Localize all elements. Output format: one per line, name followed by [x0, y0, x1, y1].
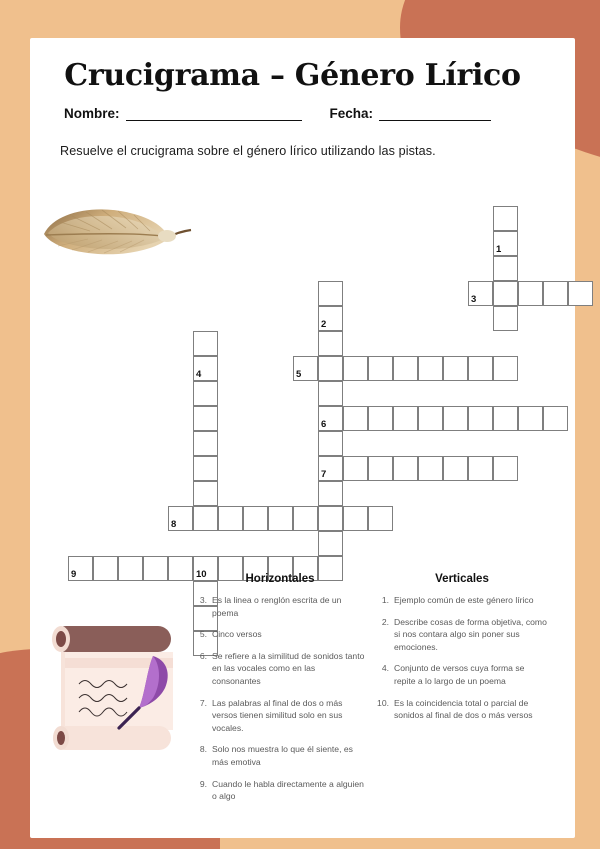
crossword-cell[interactable]	[318, 281, 343, 306]
crossword-cell[interactable]	[443, 456, 468, 481]
crossword-cell[interactable]	[543, 406, 568, 431]
crossword-cell[interactable]	[443, 356, 468, 381]
crossword-cell[interactable]	[318, 331, 343, 356]
crossword-cell[interactable]	[193, 406, 218, 431]
crossword-cell[interactable]	[418, 406, 443, 431]
crossword-cell[interactable]	[318, 356, 343, 381]
clue-text: Cinco versos	[212, 629, 262, 640]
clue-item	[377, 697, 547, 722]
crossword-cell[interactable]	[493, 256, 518, 281]
clue-item	[195, 650, 365, 688]
crossword-cell-number: 2	[321, 319, 327, 330]
clue-item	[195, 778, 365, 803]
crossword-cell[interactable]	[468, 356, 493, 381]
clue-number: 5.	[199, 629, 207, 640]
crossword-cell[interactable]	[493, 231, 518, 256]
crossword-cell-number: 3	[471, 294, 477, 305]
instructions-text: Resuelve el crucigrama sobre el género lírico utilizando las pistas.	[60, 144, 436, 158]
crossword-cell-number: 1	[496, 244, 502, 255]
crossword-cell[interactable]	[493, 356, 518, 381]
clue-item	[195, 594, 365, 619]
crossword-cell[interactable]	[343, 406, 368, 431]
crossword-cell[interactable]	[193, 506, 218, 531]
crossword-cell[interactable]	[343, 356, 368, 381]
clue-number: 7.	[199, 697, 207, 708]
crossword-cell-number: 10	[196, 569, 207, 580]
crossword-cell[interactable]	[318, 431, 343, 456]
crossword-cell[interactable]	[518, 406, 543, 431]
clue-number: 10.	[377, 697, 389, 708]
worksheet-sheet	[30, 38, 575, 838]
date-label: Fecha:	[329, 106, 374, 121]
clue-number: 9.	[199, 778, 207, 789]
clue-item	[195, 697, 365, 735]
crossword-cell[interactable]	[318, 531, 343, 556]
clue-item	[377, 616, 547, 654]
crossword-cell[interactable]	[193, 381, 218, 406]
clue-text: Se refiere a la similitud de sonidos tanto en las vocales como en las consonantes	[212, 650, 365, 686]
clue-number: 4.	[381, 663, 389, 674]
clue-item	[195, 628, 365, 641]
across-clues-column	[195, 573, 365, 812]
crossword-cell[interactable]	[368, 406, 393, 431]
clue-number: 8.	[199, 744, 207, 755]
crossword-cell[interactable]	[493, 281, 518, 306]
crossword-cell[interactable]	[543, 281, 568, 306]
clue-item	[377, 662, 547, 687]
crossword-cell[interactable]	[493, 406, 518, 431]
clue-number: 6.	[199, 650, 207, 661]
clue-number: 1.	[381, 595, 389, 605]
crossword-cell[interactable]	[493, 306, 518, 331]
crossword-cell[interactable]	[468, 281, 493, 306]
page-title: Crucigrama – Género Lírico	[64, 58, 521, 93]
crossword-cell-number: 7	[321, 469, 327, 480]
across-clue-list	[195, 594, 365, 803]
clue-text: Las palabras al final de dos o más versos tienen similitud solo en sus vocales.	[212, 697, 343, 733]
crossword-cell[interactable]	[243, 506, 268, 531]
clue-text: Es la linea o renglón escrita de un poema	[212, 595, 342, 618]
crossword-cell[interactable]	[218, 506, 243, 531]
crossword-cell[interactable]	[518, 281, 543, 306]
name-label: Nombre:	[64, 106, 120, 121]
crossword-cell[interactable]	[468, 406, 493, 431]
crossword-cell[interactable]	[193, 481, 218, 506]
crossword-cell[interactable]	[493, 206, 518, 231]
crossword-cell-number: 4	[196, 369, 202, 380]
crossword-cell[interactable]	[368, 356, 393, 381]
crossword-cell[interactable]	[393, 356, 418, 381]
crossword-cell[interactable]	[318, 481, 343, 506]
crossword-cell[interactable]	[193, 456, 218, 481]
clue-text: Conjunto de versos cuya forma se repite a lo largo de un poema	[394, 663, 525, 686]
crossword-cell[interactable]	[168, 506, 193, 531]
clue-text: Cuando le habla directamente a alguien o algo	[212, 778, 364, 802]
crossword-cell[interactable]	[193, 331, 218, 356]
crossword-cell[interactable]	[418, 356, 443, 381]
clues-section	[30, 573, 575, 812]
crossword-cell[interactable]	[343, 506, 368, 531]
clue-number: 2.	[381, 616, 389, 627]
clue-text: Ejemplo común de este género lírico	[394, 595, 534, 605]
crossword-cell[interactable]	[293, 356, 318, 381]
crossword-cell[interactable]	[368, 506, 393, 531]
crossword-cell[interactable]	[368, 456, 393, 481]
crossword-cell[interactable]	[293, 506, 318, 531]
crossword-cell[interactable]	[193, 431, 218, 456]
clue-item	[377, 594, 547, 607]
crossword-cell-number: 6	[321, 419, 327, 430]
crossword-cell[interactable]	[418, 456, 443, 481]
crossword-cell-number: 5	[296, 369, 302, 380]
crossword-cell-number: 8	[171, 519, 177, 530]
clue-text: Es la coincidencia total o parcial de sonidos al final de dos o más versos	[394, 697, 533, 721]
clue-number: 3.	[199, 595, 207, 605]
across-heading: Horizontales	[245, 573, 315, 585]
crossword-cell[interactable]	[468, 456, 493, 481]
crossword-cell[interactable]	[343, 456, 368, 481]
crossword-cell-number: 9	[71, 569, 77, 580]
crossword-cell[interactable]	[318, 381, 343, 406]
clue-text: Solo nos muestra lo que él siente, es más emotiva	[212, 744, 353, 767]
crossword-cell[interactable]	[393, 406, 418, 431]
down-clues-column	[377, 573, 547, 812]
crossword-cell[interactable]	[318, 506, 343, 531]
down-clue-list	[377, 594, 547, 722]
crossword-cell[interactable]	[318, 456, 343, 481]
crossword-cell[interactable]	[318, 406, 343, 431]
crossword-cell[interactable]	[193, 356, 218, 381]
clue-text: Describe cosas de forma objetiva, como si nos contara algo sin poner sus emociones.	[394, 616, 547, 652]
crossword-cell[interactable]	[318, 306, 343, 331]
crossword-cell[interactable]	[268, 506, 293, 531]
clue-item	[195, 743, 365, 768]
crossword-cell[interactable]	[393, 456, 418, 481]
down-heading: Verticales	[435, 573, 489, 585]
crossword-cell[interactable]	[443, 406, 468, 431]
crossword-cell[interactable]	[493, 456, 518, 481]
crossword-cell[interactable]	[568, 281, 593, 306]
